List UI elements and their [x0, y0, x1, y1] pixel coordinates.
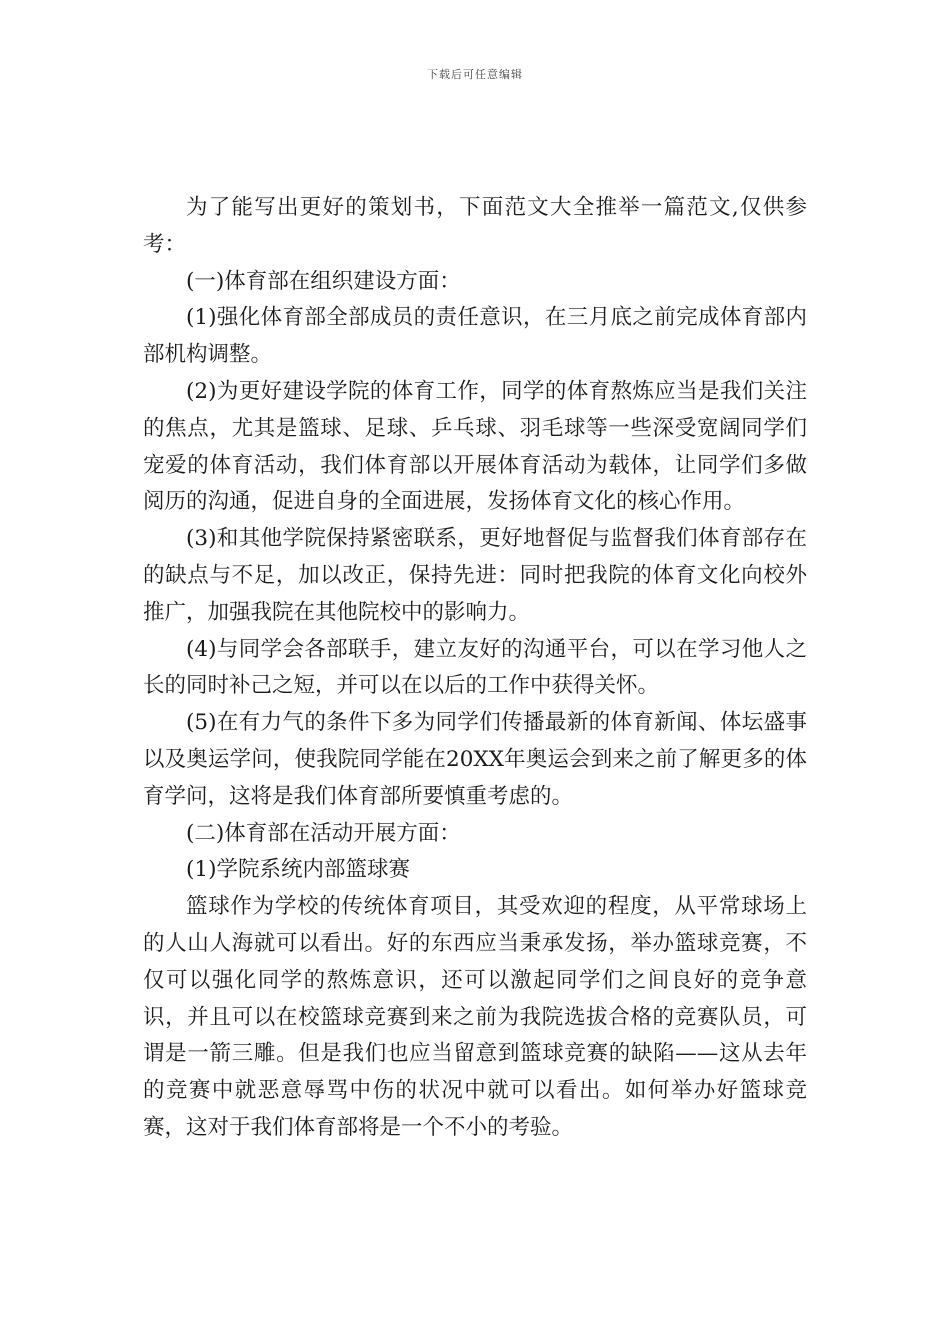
- list-item-4: (4)与同学会各部联手，建立友好的沟通平台，可以在学习他人之长的同时补己之短，并可以在以后的工作中获得关怀。: [143, 636, 807, 699]
- activity-item-1: (1)学院系统内部篮球赛: [186, 857, 410, 883]
- list-item-1: (1)强化体育部全部成员的责任意识，在三月底之前完成体育部内部机构调整。: [143, 305, 807, 368]
- list-item-2: (2)为更好建设学院的体育工作，同学的体育熬炼应当是我们关注的焦点，尤其是篮球、足球、乒乓球、羽毛球等一些深受宽阔同学们宠爱的体育活动，我们体育部以开展体育活动为载体，让同学们多做阅历的沟通，促进自身的全面进展，发扬体育文化的核心作用。: [143, 378, 807, 515]
- section-heading-organization: (一)体育部在组织建设方面：: [186, 268, 461, 294]
- page-header: 下载后可任意编辑: [427, 68, 523, 81]
- intro-paragraph: 为了能写出更好的策划书，下面范文大全推举一篇范文,仅供参考：: [143, 195, 807, 257]
- document-body: [143, 190, 807, 1147]
- list-item-3: (3)和其他学院保持紧密联系，更好地督促与监督我们体育部存在的缺点与不足，加以改正，保持先进：同时把我院的体育文化向校外推广，加强我院在其他院校中的影响力。: [143, 526, 807, 625]
- section-heading-activities: (二)体育部在活动开展方面：: [186, 820, 461, 846]
- basketball-paragraph: 篮球作为学校的传统体育项目，其受欢迎的程度，从平常球场上的人山人海就可以看出。好的东西应当秉承发扬，举办篮球竞赛，不仅可以强化同学的熬炼意识，还可以激起同学们之间良好的竞争意识，并且可以在校篮球竞赛到来之前为我院选拔合格的竞赛队员，可谓是一箭三雕。但是我们也应当留意到篮球竞赛的缺陷——这从去年的竞赛中就恶意辱骂中伤的状况中就可以看出。如何举办好篮球竞赛，这对于我们体育部将是一个不小的考验。: [143, 894, 807, 1140]
- list-item-5: (5)在有力气的条件下多为同学们传播最新的体育新闻、体坛盛事以及奥运学问，使我院同学能在20XX年奥运会到来之前了解更多的体育学问，这将是我们体育部所要慎重考虑的。: [143, 710, 807, 809]
